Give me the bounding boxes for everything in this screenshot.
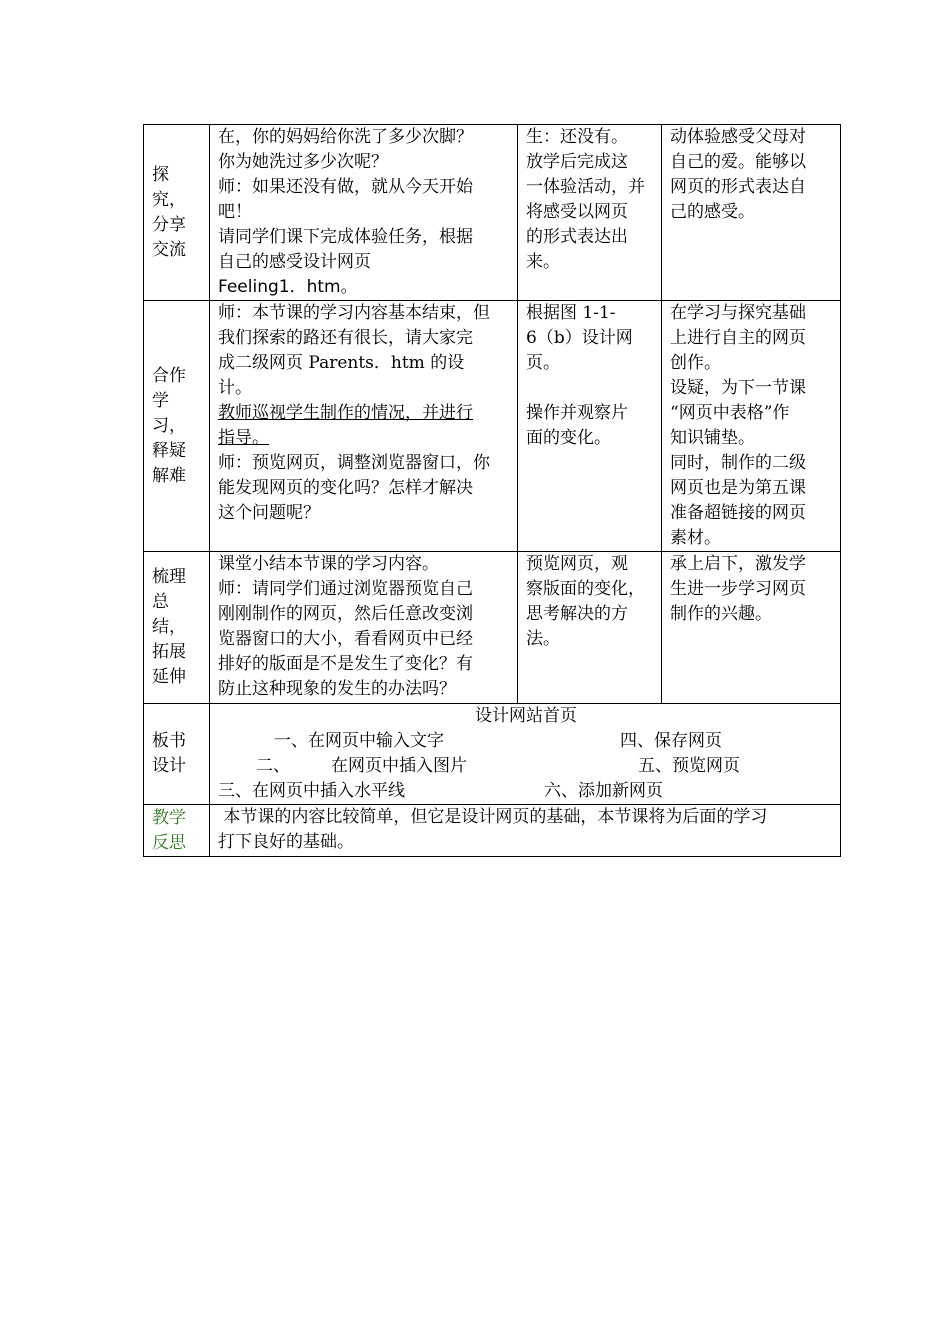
intent-text: 创作。 (670, 353, 721, 373)
row-board-design (144, 704, 841, 805)
stage-cell (144, 805, 210, 857)
row-cooperate-learn (144, 301, 841, 552)
stage-text: 学 (152, 390, 169, 411)
stage-text: 解难 (152, 465, 186, 486)
stage-text: 习， (152, 415, 186, 436)
design-intent-cell (662, 552, 841, 704)
stage-text: 结， (152, 617, 186, 637)
student-text: 法。 (526, 629, 560, 649)
teacher-text: Feeling1．htm。 (218, 277, 358, 297)
teacher-text: 请同学们课下完成体验任务，根据 (218, 227, 473, 247)
teacher-text: 在，你的妈妈给你洗了多少次脚？ (218, 127, 473, 147)
board-item: 六、添加新网页 (544, 781, 663, 801)
stage-cell (144, 704, 210, 805)
board-item: 四、保存网页 (620, 731, 722, 751)
student-text: 察版面的变化， (526, 579, 645, 599)
board-row (218, 754, 834, 779)
intent-text: 同时，制作的二级 (670, 453, 806, 473)
intent-text: 在学习与探究基础 (670, 303, 806, 323)
student-text: 操作并观察片 (526, 403, 628, 423)
teacher-text: 览器窗口的大小，看看网页中已经 (218, 629, 473, 649)
stage-text: 反思 (152, 832, 186, 853)
reflection-cell (210, 805, 841, 857)
intent-text: 准备超链接的网页 (670, 503, 806, 523)
stage-text: 拓展 (152, 642, 186, 662)
stage-text: 延伸 (152, 667, 186, 687)
teacher-text: 师：如果还没有做，就从今天开始 (218, 177, 473, 197)
teacher-text: 能发现网页的变化吗？怎样才解决 (218, 478, 473, 498)
stage-text: 总 (152, 592, 169, 612)
board-row (218, 729, 834, 754)
student-text: 根据图 1-1- (526, 303, 616, 323)
student-text: 页。 (526, 353, 560, 373)
student-text: 生：还没有。 (526, 127, 628, 147)
intent-text: 生进一步学习网页 (670, 579, 806, 599)
stage-cell (144, 301, 210, 552)
teacher-text: 计。 (218, 378, 252, 398)
teacher-activity-cell (210, 301, 518, 552)
stage-text: 梳理 (152, 567, 186, 587)
row-summary-extend (144, 552, 841, 704)
stage-cell (144, 552, 210, 704)
intent-text: 承上启下，激发学 (670, 554, 806, 574)
student-text: 放学后完成这 (526, 152, 628, 172)
teacher-text: 指导。 (218, 428, 269, 448)
row-reflection (144, 805, 841, 857)
reflection-text: 打下良好的基础。 (218, 832, 354, 852)
stage-text: 板书 (152, 731, 186, 751)
intent-text: 知识铺垫。 (670, 428, 755, 448)
student-text: 预览网页，观 (526, 554, 628, 574)
student-text: 的形式表达出 (526, 227, 628, 247)
teacher-activity-cell (210, 125, 518, 301)
row-explore-share (144, 125, 841, 301)
intent-text: 己的感受。 (670, 202, 755, 222)
teacher-text: 成二级网页 Parents．htm 的设 (218, 353, 465, 373)
board-item: 五、预览网页 (638, 756, 740, 776)
teacher-text: 师：请同学们通过浏览器预览自己 (218, 579, 473, 599)
teacher-text: 排好的版面是不是发生了变化？有 (218, 654, 473, 674)
student-activity-cell (518, 125, 662, 301)
stage-text: 释疑 (152, 440, 186, 461)
board-title: 设计网站首页 (475, 706, 577, 726)
reflection-text: 本节课的内容比较简单，但它是设计网页的基础，本节课将为后面的学习 (218, 807, 768, 827)
intent-text: 制作的兴趣。 (670, 604, 772, 624)
teacher-text: 你为她洗过多少次呢？ (218, 152, 388, 172)
teacher-text: 教师巡视学生制作的情况，并进行 (218, 403, 473, 423)
board-item-number: 二、 (256, 756, 290, 776)
intent-text: 动体验感受父母对 (670, 127, 806, 147)
board-row (218, 779, 834, 804)
stage-text: 究， (152, 189, 186, 210)
stage-text: 教学 (152, 807, 186, 828)
student-text: 面的变化。 (526, 428, 611, 448)
student-activity-cell (518, 301, 662, 552)
intent-text: 素材。 (670, 528, 721, 548)
intent-text: 网页也是为第五课 (670, 478, 806, 498)
intent-text: 自己的爱。能够以 (670, 152, 806, 172)
teacher-text: 这个问题呢？ (218, 503, 320, 523)
stage-text: 探 (152, 164, 169, 185)
design-intent-cell (662, 125, 841, 301)
teacher-activity-cell (210, 552, 518, 704)
teacher-text: 课堂小结本节课的学习内容。 (218, 554, 439, 574)
intent-text: 设疑，为下一节课 (670, 378, 806, 398)
design-intent-cell (662, 301, 841, 552)
student-text: 一体验活动，并 (526, 177, 645, 197)
student-text: 来。 (526, 252, 560, 272)
board-item: 三、在网页中插入水平线 (218, 781, 405, 801)
lesson-plan-table (143, 124, 841, 857)
student-text: 将感受以网页 (526, 202, 628, 222)
student-text (526, 376, 655, 401)
teacher-text: 自己的感受设计网页 (218, 252, 371, 272)
stage-text: 合作 (152, 365, 186, 386)
intent-text: “网页中表格”作 (670, 403, 790, 423)
intent-text: 上进行自主的网页 (670, 328, 806, 348)
stage-cell (144, 125, 210, 301)
teacher-text: 刚刚制作的网页，然后任意改变浏 (218, 604, 473, 624)
board-item: 在网页中插入图片 (331, 756, 467, 776)
student-activity-cell (518, 552, 662, 704)
student-text: 6（b）设计网 (526, 328, 633, 348)
board-design-cell (210, 704, 841, 805)
stage-text: 设计 (152, 756, 186, 776)
board-item: 一、在网页中输入文字 (274, 731, 444, 751)
teacher-text: 我们探索的路还有很长，请大家完 (218, 328, 473, 348)
stage-text: 分享 (152, 214, 186, 235)
student-text: 思考解决的方 (526, 604, 628, 624)
teacher-text: 师：本节课的学习内容基本结束，但 (218, 303, 490, 323)
stage-text: 交流 (152, 239, 186, 260)
intent-text: 网页的形式表达自 (670, 177, 806, 197)
teacher-text: 吧！ (218, 202, 252, 222)
teacher-text: 师：预览网页，调整浏览器窗口，你 (218, 453, 490, 473)
teacher-text: 防止这种现象的发生的办法吗？ (218, 679, 456, 699)
